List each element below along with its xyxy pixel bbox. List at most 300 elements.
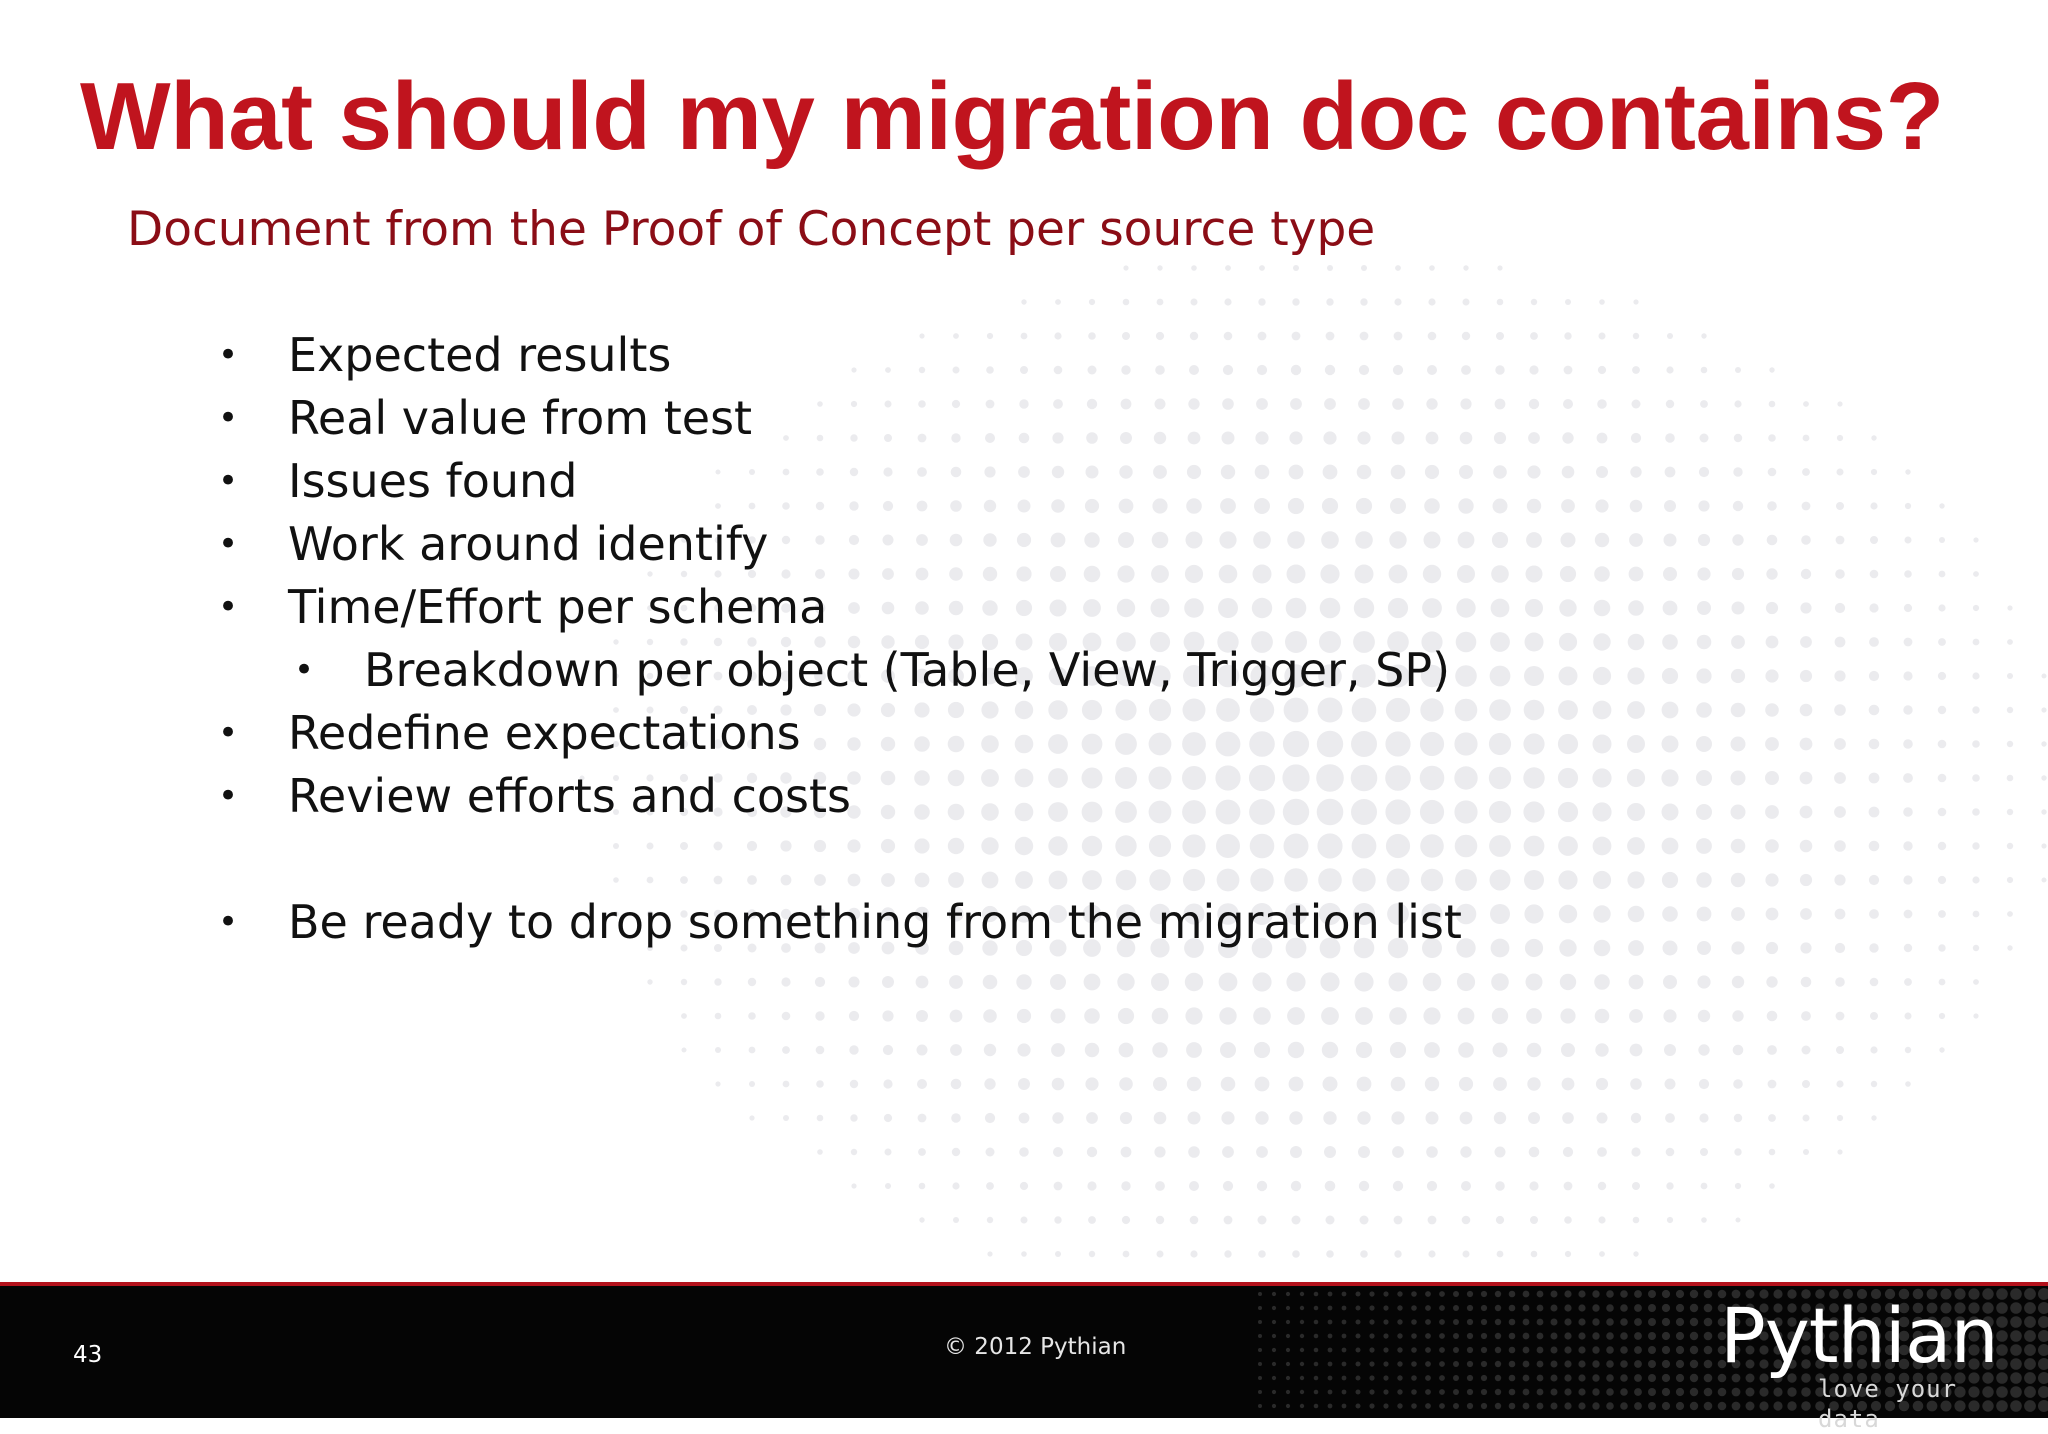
background-dot — [1293, 265, 1299, 271]
footer-dot — [1523, 1403, 1530, 1410]
footer-dot — [1356, 1292, 1361, 1297]
background-dot — [1360, 1216, 1369, 1225]
footer-dot — [1495, 1389, 1501, 1395]
background-dot — [881, 737, 895, 751]
background-dot — [1599, 299, 1605, 305]
background-dot — [1357, 1077, 1372, 1092]
background-dot — [850, 434, 857, 441]
background-dot — [1149, 835, 1171, 857]
background-dot — [1529, 399, 1539, 409]
background-dot — [1182, 732, 1206, 756]
footer-dot — [2024, 1358, 2036, 1370]
background-dot — [1628, 634, 1645, 651]
background-dot — [1018, 466, 1030, 478]
footer-dot — [2024, 1400, 2036, 1412]
background-dot — [1289, 431, 1302, 444]
background-dot — [1324, 1146, 1336, 1158]
footer-dot — [1342, 1404, 1347, 1409]
footer-dot — [1690, 1346, 1698, 1354]
background-dot — [1455, 665, 1477, 687]
background-dot — [1420, 732, 1444, 756]
background-dot — [1564, 1182, 1573, 1191]
background-dot — [1903, 807, 1913, 817]
footer-dot — [1467, 1375, 1473, 1381]
background-dot — [1563, 1147, 1573, 1157]
background-dot — [1054, 1182, 1063, 1191]
background-dot — [1182, 834, 1205, 857]
footer-dot — [1467, 1333, 1473, 1339]
background-dot — [1460, 432, 1473, 445]
footer-dot — [2024, 1330, 2036, 1342]
footer-dot — [1342, 1376, 1347, 1381]
background-dot — [1836, 1012, 1845, 1021]
background-dot — [1428, 332, 1437, 341]
background-dot — [1393, 365, 1403, 375]
footer-dot — [1314, 1362, 1319, 1367]
background-dot — [1939, 1013, 1945, 1019]
background-dot — [1835, 943, 1845, 953]
background-dot — [1595, 1009, 1610, 1024]
background-dot — [1731, 805, 1746, 820]
background-dot — [1528, 1112, 1540, 1124]
background-dot — [1765, 839, 1779, 853]
background-dot — [1326, 1216, 1335, 1225]
footer-dot — [1439, 1361, 1445, 1367]
footer-dot — [1272, 1390, 1276, 1394]
background-dot — [613, 843, 619, 849]
footer-dot — [1453, 1319, 1459, 1325]
footer-dot — [1690, 1304, 1698, 1312]
background-dot — [1256, 398, 1268, 410]
background-dot — [1184, 598, 1204, 618]
background-dot — [1696, 702, 1712, 718]
footer-dot — [1258, 1390, 1262, 1394]
background-dot — [1497, 1251, 1504, 1258]
footer-dot — [1662, 1290, 1670, 1298]
slide-title: What should my migration doc contains? — [80, 63, 1944, 170]
footer-dot — [1662, 1318, 1670, 1326]
background-dot — [1562, 1078, 1575, 1091]
background-dot — [1523, 733, 1544, 754]
background-dot — [1153, 465, 1167, 479]
footer-dot — [1286, 1348, 1290, 1352]
background-dot — [1699, 467, 1709, 477]
background-dot — [1803, 1149, 1809, 1155]
footer-dot — [1300, 1306, 1304, 1310]
footer-dot — [1286, 1390, 1290, 1394]
background-dot — [849, 501, 858, 510]
footer-dot — [1328, 1320, 1333, 1325]
footer-dot — [1564, 1346, 1571, 1353]
background-dot — [919, 1217, 924, 1222]
background-dot — [1765, 873, 1778, 886]
background-dot — [1633, 333, 1639, 339]
background-dot — [1800, 670, 1812, 682]
background-dot — [948, 872, 964, 888]
footer-dot — [1564, 1360, 1571, 1367]
background-dot — [948, 702, 964, 718]
background-dot — [1769, 367, 1774, 372]
background-dot — [1594, 600, 1611, 617]
background-dot — [1558, 734, 1578, 754]
background-dot — [1560, 974, 1576, 990]
background-dot — [1361, 265, 1367, 271]
background-dot — [1701, 367, 1708, 374]
background-dot — [1598, 1182, 1606, 1190]
background-dot — [1938, 706, 1946, 714]
background-dot — [1973, 1013, 1978, 1018]
background-dot — [1493, 1077, 1507, 1091]
footer-dot — [2038, 1386, 2048, 1398]
background-dot — [1701, 1183, 1708, 1190]
background-dot — [1871, 469, 1877, 475]
background-dot — [1394, 1250, 1401, 1257]
background-dot — [814, 840, 826, 852]
background-dot — [1627, 769, 1645, 787]
background-dot — [1189, 1181, 1199, 1191]
footer-dot — [1383, 1319, 1388, 1324]
background-dot — [1837, 469, 1844, 476]
background-dot — [1665, 433, 1675, 443]
footer-dot — [1662, 1374, 1670, 1382]
background-dot — [1491, 565, 1509, 583]
background-dot — [1321, 531, 1339, 549]
background-dot — [1317, 833, 1342, 858]
footer-dot — [1704, 1304, 1713, 1313]
background-dot — [780, 840, 791, 851]
background-dot — [1190, 1216, 1199, 1225]
background-dot — [1973, 639, 1980, 646]
footer-dot — [1439, 1305, 1445, 1311]
background-dot — [1217, 869, 1240, 892]
footer-dot — [1634, 1290, 1642, 1298]
background-dot — [1939, 537, 1945, 543]
footer-dot — [1356, 1376, 1361, 1381]
background-dot — [1050, 600, 1067, 617]
background-dot — [1593, 905, 1610, 922]
background-dot — [1154, 1112, 1167, 1125]
background-dot — [1457, 973, 1475, 991]
footer-dot — [1411, 1291, 1417, 1297]
background-dot — [1597, 1147, 1607, 1157]
background-dot — [1489, 767, 1511, 789]
footer-dot — [1676, 1346, 1684, 1354]
background-dot — [1766, 976, 1777, 987]
background-dot — [1220, 498, 1236, 514]
background-dot — [1462, 1216, 1471, 1225]
background-dot — [783, 435, 789, 441]
background-dot — [1837, 1149, 1842, 1154]
background-dot — [1017, 1009, 1031, 1023]
footer-dot — [1704, 1346, 1713, 1355]
background-dot — [1596, 1078, 1608, 1090]
background-dot — [1389, 1007, 1407, 1025]
background-dot — [1972, 842, 1979, 849]
background-dot — [1938, 604, 1945, 611]
background-dot — [1182, 800, 1206, 824]
background-dot — [1155, 365, 1165, 375]
background-dot — [1939, 503, 1944, 508]
background-dot — [1086, 1112, 1098, 1124]
background-dot — [1630, 500, 1643, 513]
background-dot — [1428, 1250, 1435, 1257]
background-dot — [1627, 735, 1645, 753]
footer-dot — [1551, 1333, 1558, 1340]
background-dot — [986, 1182, 994, 1190]
background-dot — [1458, 532, 1475, 549]
bullet-text: Breakdown per object (Table, View, Trigger, SP) — [364, 643, 1451, 697]
footer-dot — [1690, 1318, 1698, 1326]
background-dot — [1697, 635, 1712, 650]
background-dot — [1253, 531, 1271, 549]
background-dot — [1151, 599, 1170, 618]
footer-dot — [1592, 1318, 1599, 1325]
background-dot — [983, 1009, 997, 1023]
background-dot — [881, 805, 895, 819]
background-dot — [1489, 835, 1511, 857]
background-dot — [1054, 366, 1063, 375]
background-dot — [1391, 465, 1406, 480]
footer-dot — [1606, 1304, 1614, 1312]
background-dot — [1120, 1112, 1132, 1124]
background-dot — [1496, 1216, 1504, 1224]
background-dot — [1351, 765, 1378, 792]
footer-dot — [1300, 1292, 1304, 1296]
footer-bar — [0, 1282, 2048, 1433]
footer-dot — [1356, 1306, 1361, 1311]
background-dot — [1597, 1113, 1608, 1124]
background-dot — [1495, 399, 1506, 410]
background-dot — [1904, 570, 1912, 578]
background-dot — [984, 1078, 995, 1089]
background-dot — [1152, 1008, 1169, 1025]
background-dot — [1561, 533, 1576, 548]
bullet-dot-icon: • — [218, 524, 239, 564]
background-dot — [1627, 701, 1645, 719]
background-dot — [1801, 1011, 1811, 1021]
footer-dot — [1620, 1304, 1628, 1312]
background-dot — [1666, 366, 1673, 373]
footer-dot — [2010, 1330, 2022, 1342]
background-dot — [1123, 265, 1128, 270]
background-dot — [1492, 1008, 1508, 1024]
background-dot — [1015, 837, 1033, 855]
footer-dot — [1272, 1362, 1276, 1366]
footer-dot — [1356, 1404, 1361, 1409]
background-dot — [1216, 732, 1241, 757]
background-dot — [1087, 399, 1097, 409]
background-dot — [1287, 1007, 1305, 1025]
bullet-dot-icon: • — [218, 902, 239, 942]
background-dot — [1559, 633, 1577, 651]
background-dot — [1972, 774, 1980, 782]
background-dot — [1115, 767, 1137, 789]
background-dot — [1357, 1111, 1370, 1124]
background-dot — [981, 803, 999, 821]
background-dot — [1800, 704, 1813, 717]
background-dot — [847, 737, 860, 750]
background-dot — [1559, 667, 1578, 686]
background-dot — [1085, 499, 1099, 513]
background-dot — [680, 842, 688, 850]
background-dot — [1834, 772, 1846, 784]
background-dot — [950, 534, 963, 547]
footer-dot — [1328, 1292, 1333, 1297]
background-dot — [2007, 911, 2013, 917]
background-dot — [1630, 1044, 1643, 1057]
footer-dot — [1509, 1375, 1516, 1382]
background-dot — [1662, 702, 1679, 719]
footer-dot — [1425, 1389, 1431, 1395]
background-dot — [1086, 432, 1098, 444]
background-dot — [1869, 671, 1879, 681]
background-dot — [783, 469, 790, 476]
background-dot — [1255, 1077, 1270, 1092]
background-dot — [1427, 1181, 1437, 1191]
footer-dot — [1369, 1291, 1374, 1296]
background-dot — [1050, 566, 1066, 582]
background-dot — [1870, 1012, 1878, 1020]
background-dot — [1121, 1147, 1132, 1158]
background-dot — [1360, 298, 1367, 305]
background-dot — [1593, 667, 1611, 685]
footer-dot — [1481, 1305, 1487, 1311]
footer-dot — [1564, 1374, 1571, 1381]
background-dot — [916, 976, 929, 989]
background-dot — [1905, 503, 1911, 509]
footer-dot — [1578, 1374, 1585, 1381]
background-dot — [781, 875, 792, 886]
footer-dot — [1453, 1305, 1459, 1311]
background-dot — [1454, 800, 1477, 823]
background-dot — [1258, 298, 1265, 305]
background-dot — [1801, 569, 1811, 579]
background-dot — [1016, 600, 1032, 616]
background-dot — [1385, 731, 1410, 756]
background-dot — [984, 1044, 996, 1056]
background-dot — [1802, 1046, 1811, 1055]
background-dot — [1938, 944, 1945, 951]
background-dot — [1085, 1077, 1098, 1090]
background-dot — [1149, 767, 1172, 790]
footer-dot — [2010, 1302, 2022, 1314]
background-dot — [1186, 498, 1202, 514]
background-dot — [1324, 398, 1336, 410]
footer-dot — [1439, 1333, 1445, 1339]
bullet-text: Time/Effort per schema — [288, 580, 828, 634]
background-dot — [918, 1148, 926, 1156]
footer-dot — [1509, 1319, 1516, 1326]
footer-dot — [1509, 1333, 1516, 1340]
background-dot — [1837, 401, 1842, 406]
background-dot — [814, 704, 826, 716]
background-dot — [1316, 764, 1344, 792]
background-dot — [1051, 1043, 1065, 1057]
background-dot — [987, 1217, 993, 1223]
background-dot — [1696, 668, 1711, 683]
footer-dot — [1551, 1375, 1558, 1382]
background-dot — [1224, 332, 1233, 341]
background-dot — [1869, 705, 1880, 716]
footer-dot — [1606, 1374, 1614, 1382]
background-dot — [1255, 465, 1270, 480]
background-dot — [1122, 1216, 1130, 1224]
footer-dot — [1411, 1347, 1417, 1353]
footer-dot — [1328, 1390, 1333, 1395]
footer-dot — [1495, 1375, 1501, 1381]
footer-dot — [1411, 1389, 1417, 1395]
background-dot — [848, 602, 860, 614]
background-dot — [1154, 1146, 1165, 1157]
background-dot — [714, 978, 721, 985]
background-dot — [2007, 843, 2013, 849]
background-dot — [1216, 800, 1241, 825]
footer-dot — [1383, 1361, 1388, 1366]
footer-dot — [1314, 1306, 1319, 1311]
background-dot — [1768, 1080, 1777, 1089]
footer-dot — [1662, 1304, 1670, 1312]
footer-dot — [1704, 1332, 1713, 1341]
background-dot — [1424, 498, 1440, 514]
footer-dot — [1481, 1319, 1487, 1325]
footer-dot — [1411, 1403, 1417, 1409]
background-dot — [1663, 975, 1677, 989]
background-dot — [1767, 1011, 1778, 1022]
background-dot — [1223, 1181, 1233, 1191]
footer-dot — [1537, 1291, 1544, 1298]
footer-dot — [1425, 1305, 1431, 1311]
background-dot — [1186, 532, 1203, 549]
background-dot — [2007, 775, 2014, 782]
background-dot — [1661, 769, 1678, 786]
background-dot — [1456, 632, 1477, 653]
background-dot — [1733, 467, 1742, 476]
background-dot — [1460, 398, 1471, 409]
background-dot — [1731, 669, 1745, 683]
background-dot — [1904, 978, 1912, 986]
background-dot — [1358, 1146, 1370, 1158]
footer-dot — [2038, 1372, 2048, 1384]
footer-dot — [1258, 1334, 1262, 1338]
footer-dot — [1537, 1361, 1544, 1368]
background-dot — [1731, 839, 1746, 854]
footer-dot — [2038, 1302, 2048, 1314]
footer-dot — [1648, 1318, 1656, 1326]
background-dot — [1938, 638, 1946, 646]
footer-dot — [1551, 1403, 1558, 1410]
background-dot — [1385, 765, 1411, 791]
background-dot — [1190, 1250, 1197, 1257]
background-dot — [1051, 1009, 1066, 1024]
footer-dot — [1606, 1346, 1614, 1354]
footer-dot — [1342, 1390, 1347, 1395]
background-dot — [1016, 974, 1031, 989]
background-dot — [1291, 1181, 1301, 1191]
background-dot — [1117, 973, 1134, 990]
footer-dot — [1397, 1333, 1402, 1338]
background-dot — [1454, 732, 1477, 755]
background-dot — [1631, 1147, 1640, 1156]
background-dot — [1836, 1046, 1844, 1054]
background-dot — [1320, 564, 1339, 583]
background-dot — [1972, 672, 1979, 679]
background-dot — [815, 1011, 824, 1020]
background-dot — [883, 501, 893, 511]
background-dot — [1597, 433, 1608, 444]
background-dot — [1287, 565, 1306, 584]
background-dot — [981, 837, 998, 854]
background-dot — [1594, 940, 1611, 957]
